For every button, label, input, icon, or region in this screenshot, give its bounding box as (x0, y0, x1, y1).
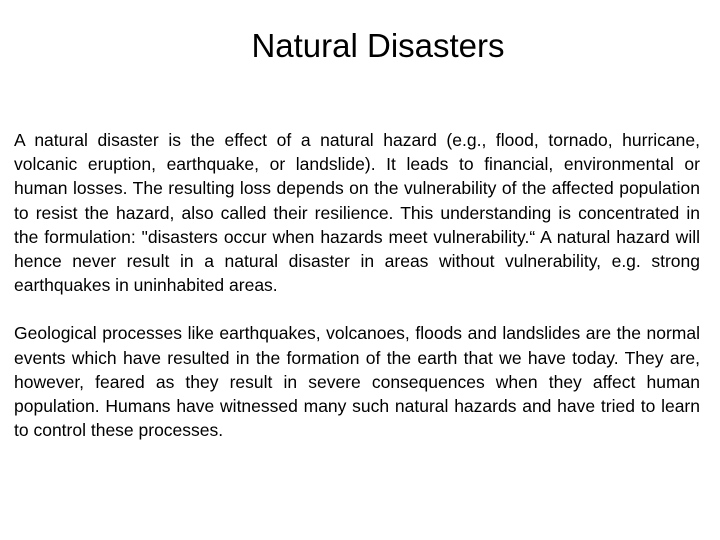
paragraph-definition: A natural disaster is the effect of a natural hazard (e.g., flood, tornado, hurricane, volcanic eruption, earthquake, or landslide). It leads to financial, environmental or human losses. The resulting loss depends on the vulnerability of the affected population to resist the hazard, also called their resilience. This understanding is concentrated in the formulation: "disasters occur when hazards meet vulnerability.“ A natural hazard will hence never result in a natural disaster in areas without vulnerability, e.g. strong earthquakes in uninhabited areas. (14, 130, 700, 296)
slide-title: Natural Disasters (251, 27, 505, 64)
slide-body (14, 128, 700, 442)
paragraph-geological-processes: Geological processes like earthquakes, volcanoes, floods and landslides are the normal events which have resulted in the formation of the earth that we have today. They are, however, feared as they result in severe consequences when they affect human population. Humans have witnessed many such natural hazards and have tried to learn to control these processes. (14, 323, 700, 441)
